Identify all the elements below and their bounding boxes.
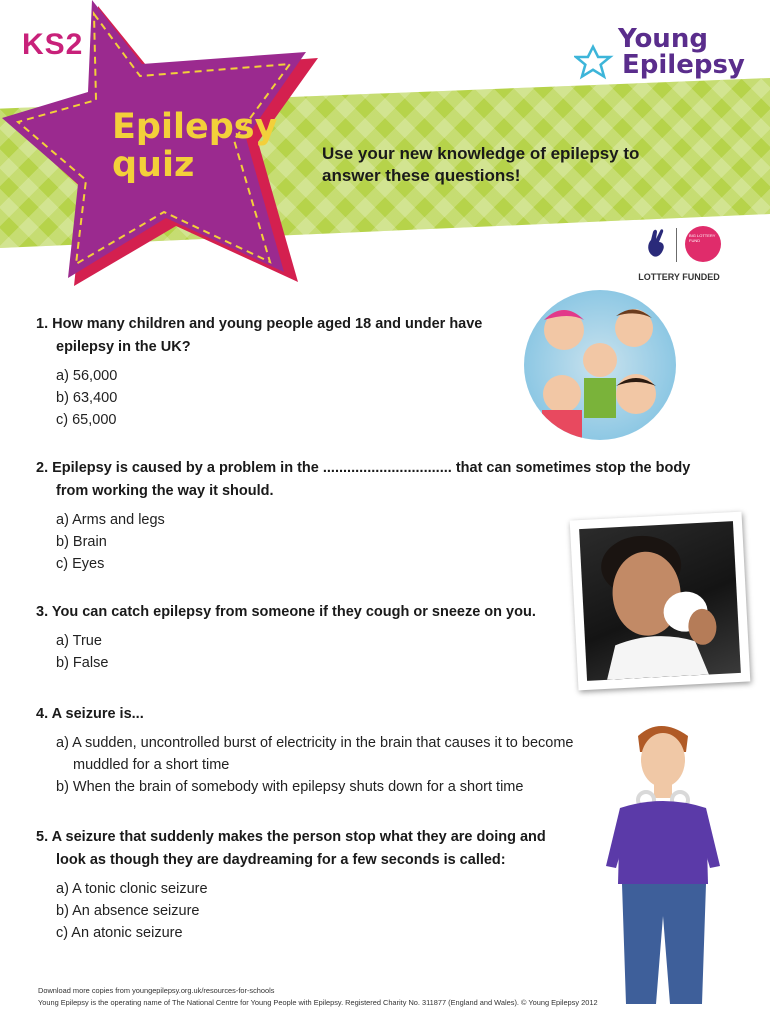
question-5 — [36, 826, 546, 944]
brand-line-1: Young — [618, 24, 708, 54]
question-1 — [36, 313, 482, 431]
answer-option-continued[interactable]: muddled for a short time — [73, 757, 230, 773]
title-line-1: Epilepsy — [112, 107, 278, 147]
question-number: 4. — [36, 706, 49, 722]
answer-option[interactable]: c) Eyes — [56, 556, 105, 572]
question-number: 3. — [36, 604, 49, 620]
question-line-2: look as though they are daydreaming for a few seconds is called: — [56, 852, 506, 868]
question-1-text — [36, 313, 482, 359]
lottery-fund-badge: BIG LOTTERY FUND — [685, 226, 721, 262]
question-3 — [36, 601, 536, 674]
question-2-text — [36, 457, 690, 503]
answer-option[interactable]: a) Arms and legs — [56, 512, 165, 528]
answer-option[interactable]: c) An atonic seizure — [56, 925, 183, 941]
brand-line-2: Epilepsy — [622, 50, 745, 80]
question-line-1: A seizure is... — [51, 706, 144, 722]
question-line-1: You can catch epilepsy from someone if they cough or sneeze on you. — [51, 604, 536, 620]
answer-option[interactable]: b) An absence seizure — [56, 903, 200, 919]
brand-logo[interactable] — [618, 26, 745, 78]
title-line-2: quiz — [112, 145, 195, 185]
answer-list — [36, 878, 546, 944]
question-line-1: A seizure that suddenly makes the person stop what they are doing and — [51, 829, 546, 845]
question-number: 5. — [36, 829, 49, 845]
page-title — [112, 108, 277, 184]
lottery-funded-label: LOTTERY FUNDED — [638, 272, 720, 282]
answer-option[interactable]: b) Brain — [56, 534, 107, 550]
answer-option[interactable]: b) False — [56, 655, 109, 671]
children-illustration — [524, 290, 676, 440]
question-4-text — [36, 703, 573, 726]
answer-option[interactable]: a) A tonic clonic seizure — [56, 881, 208, 897]
question-3-text — [36, 601, 536, 624]
teen-illustration — [590, 716, 740, 1006]
answer-option[interactable]: a) 56,000 — [56, 368, 118, 384]
intro-text: Use your new knowledge of epilepsy to answer these questions! — [322, 144, 640, 185]
question-5-text — [36, 826, 546, 872]
question-number: 2. — [36, 460, 49, 476]
answer-list — [36, 732, 573, 798]
answer-option[interactable]: a) True — [56, 633, 102, 649]
question-line-2: from working the way it should. — [56, 483, 274, 499]
answer-option[interactable]: b) 63,400 — [56, 390, 118, 406]
answer-option[interactable]: b) When the brain of somebody with epilepsy shuts down for a short time — [56, 779, 524, 795]
question-line-1: Epilepsy is caused by a problem in the ................................ that can sometimes stop the body — [52, 460, 691, 476]
answer-list — [36, 630, 536, 674]
answer-option[interactable]: a) A sudden, uncontrolled burst of electricity in the brain that causes it to become — [56, 735, 574, 751]
question-4 — [36, 703, 573, 798]
question-line-1: How many children and young people aged 18 and under have — [52, 316, 483, 332]
footer-legal-text: Young Epilepsy is the operating name of The National Centre for Young People with Epilepsy. Registered Charity No. 311877 (England and Wales). © Young Epilepsy 2012 — [38, 998, 598, 1007]
footer — [38, 985, 598, 1009]
answer-list — [36, 509, 690, 575]
lottery-divider — [676, 228, 677, 262]
question-number: 1. — [36, 316, 49, 332]
question-2 — [36, 457, 690, 575]
question-line-2: epilepsy in the UK? — [56, 339, 191, 355]
crossed-fingers-icon — [643, 228, 671, 258]
footer-download-link[interactable]: Download more copies from youngepilepsy.org.uk/resources-for-schools — [38, 986, 275, 995]
key-stage-label: KS2 — [22, 28, 84, 61]
answer-list — [36, 365, 482, 431]
answer-option[interactable]: c) 65,000 — [56, 412, 117, 428]
